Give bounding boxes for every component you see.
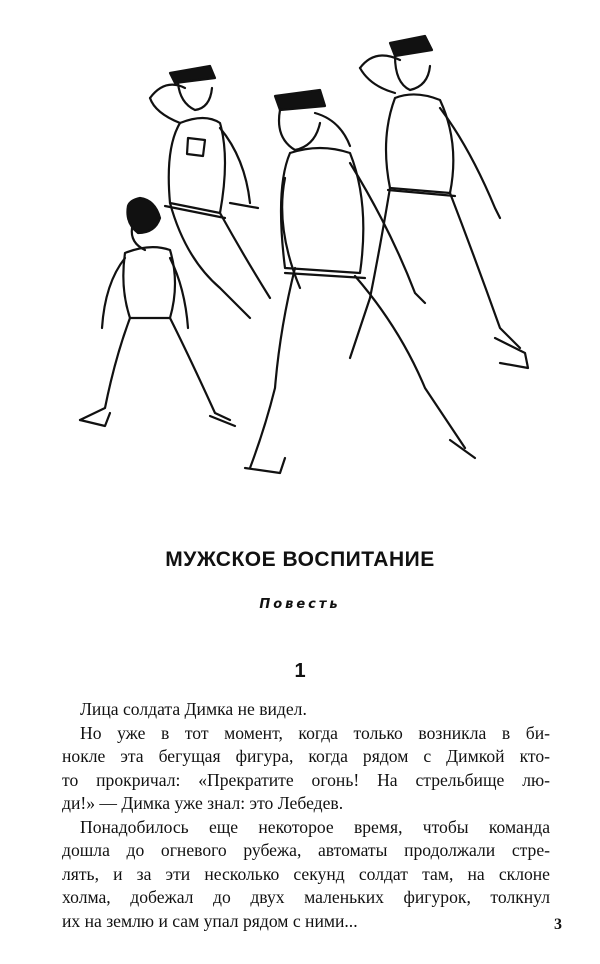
woman-soldier-figure (245, 90, 475, 473)
story-subtitle: Повесть (259, 597, 341, 612)
text-line: их на землю и сам упал рядом с ними... (62, 910, 358, 931)
marching-figures-illustration (70, 28, 540, 478)
story-title: МУЖСКОЕ ВОСПИТАНИЕ (165, 548, 435, 571)
text-line: Лица солдата Димка не видел. (80, 699, 307, 719)
boy-figure (80, 198, 235, 426)
officer-figure-right (350, 36, 528, 368)
text-line: лять, и за эти несколько секунд солдат там, на склоне (62, 863, 550, 884)
officer-figure (150, 66, 270, 318)
chapter-number: 1 (294, 660, 306, 682)
text-line: дошла до огневого рубежа, автоматы продолжали стре- (62, 840, 550, 860)
text-line: ди!» — Димка уже знал: это Лебедев. (62, 793, 344, 813)
text-line: холма, добежал до двух маленьких фигурок, толкнул (62, 887, 550, 907)
text-line: Понадобилось еще некоторое время, чтобы команда (80, 816, 550, 837)
body-text (62, 698, 550, 933)
text-line: то прокричал: «Прекратите огонь! На стрельбище лю- (62, 769, 550, 790)
text-line: Но уже в тот момент, когда только возникла в би- (80, 722, 550, 743)
page-number: 3 (554, 916, 562, 933)
text-line: нокле эта бегущая фигура, когда рядом с Димкой кто- (62, 746, 550, 766)
